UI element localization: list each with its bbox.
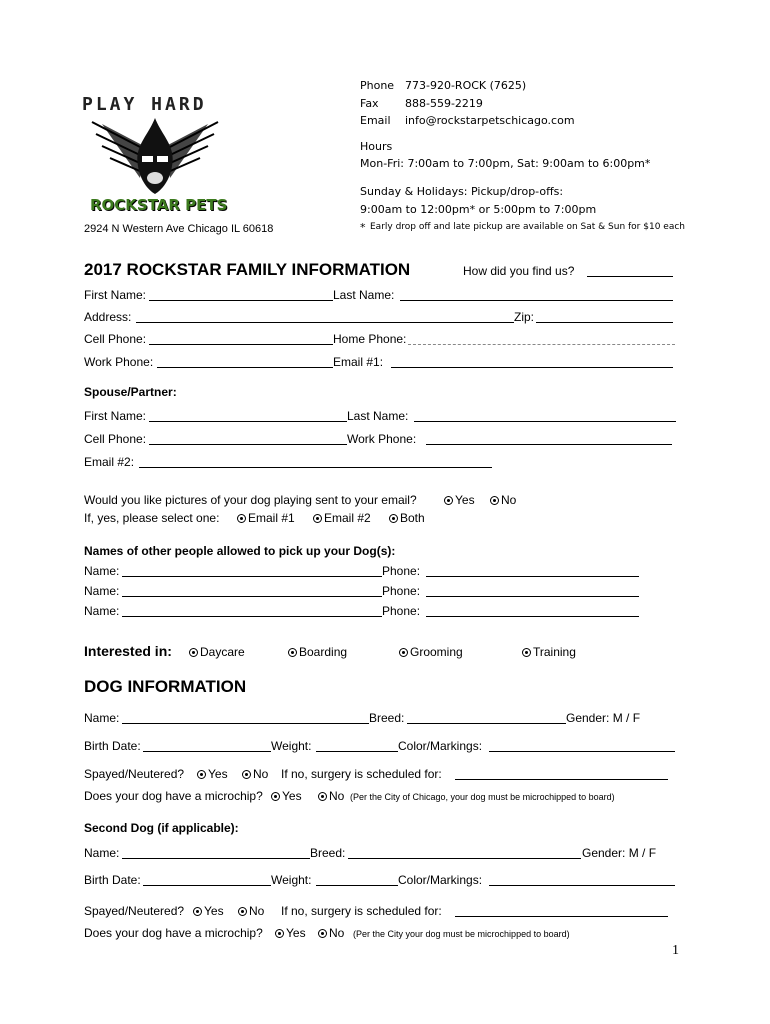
- dog-surgery-label: If no, surgery is scheduled for:: [281, 767, 442, 781]
- pickup-name-label-1: Name:: [84, 564, 120, 578]
- pickup-title: Names of other people allowed to pick up your Dog(s):: [84, 544, 396, 558]
- spouse-work-phone-label: Work Phone:: [347, 432, 417, 446]
- pickup-name-field-1[interactable]: [122, 576, 382, 577]
- page-number: 1: [672, 943, 679, 958]
- email1-label: Email #1:: [333, 355, 384, 369]
- cell-phone-label: Cell Phone:: [84, 332, 147, 346]
- interested-label: Interested in:: [84, 643, 172, 659]
- logo-top-text: PLAY HARD: [82, 94, 207, 115]
- training-option[interactable]: Training: [522, 645, 576, 659]
- pickup-phone-label-3: Phone:: [382, 604, 421, 618]
- find-us-field[interactable]: [587, 276, 673, 277]
- dog2-birth-field[interactable]: [143, 885, 271, 886]
- dog-spayed-no[interactable]: No: [242, 767, 268, 781]
- radio-icon: [313, 514, 322, 523]
- dog-chip-label: Does your dog have a microchip?: [84, 789, 263, 803]
- dog-breed-label: Breed:: [369, 711, 405, 725]
- pictures-email1-option[interactable]: Email #1: [237, 511, 295, 525]
- dog-birth-field[interactable]: [143, 751, 271, 752]
- radio-icon: [389, 514, 398, 523]
- dog-gender-label: Gender: M / F: [566, 711, 641, 725]
- grooming-option[interactable]: Grooming: [399, 645, 463, 659]
- email-label: Email: [360, 114, 391, 127]
- dog-weight-field[interactable]: [316, 751, 398, 752]
- hours-sunday-1: Sunday & Holidays: Pickup/drop-offs:: [360, 185, 564, 198]
- dog-breed-field[interactable]: [407, 723, 566, 724]
- pictures-email2-option[interactable]: Email #2: [313, 511, 371, 525]
- email2-field[interactable]: [139, 467, 492, 468]
- last-name-label: Last Name:: [333, 288, 395, 302]
- pickup-name-label-2: Name:: [84, 584, 120, 598]
- find-us-label: How did you find us?: [463, 264, 575, 278]
- dog2-name-label: Name:: [84, 846, 120, 860]
- phone-value: 773-920-ROCK (7625): [405, 79, 527, 92]
- dog2-chip-label: Does your dog have a microchip?: [84, 926, 263, 940]
- dog2-surgery-field[interactable]: [455, 916, 668, 917]
- pickup-phone-field-2[interactable]: [426, 596, 639, 597]
- spouse-last-name-field[interactable]: [414, 421, 676, 422]
- spouse-cell-phone-label: Cell Phone:: [84, 432, 147, 446]
- pickup-phone-field-1[interactable]: [426, 576, 639, 577]
- dog-birth-label: Birth Date:: [84, 739, 141, 753]
- dog2-surgery-label: If no, surgery is scheduled for:: [281, 904, 442, 918]
- dog2-gender-label: Gender: M / F: [582, 846, 657, 860]
- dog-spayed-yes[interactable]: Yes: [197, 767, 228, 781]
- pickup-phone-label-2: Phone:: [382, 584, 421, 598]
- hours-note: Early drop off and late pickup are available on Sat & Sun for $10 each: [370, 222, 685, 232]
- radio-icon: [197, 770, 206, 779]
- dog2-spayed-label: Spayed/Neutered?: [84, 904, 185, 918]
- dog2-breed-label: Breed:: [310, 846, 346, 860]
- spouse-last-name-label: Last Name:: [347, 409, 409, 423]
- zip-field[interactable]: [536, 322, 673, 323]
- dog-title: DOG INFORMATION: [84, 677, 247, 696]
- hours-label: Hours: [360, 140, 393, 153]
- spouse-work-phone-field[interactable]: [426, 444, 672, 445]
- spouse-first-name-label: First Name:: [84, 409, 147, 423]
- logo: [82, 94, 228, 218]
- dog2-weight-label: Weight:: [271, 873, 312, 887]
- email1-field[interactable]: [391, 367, 673, 368]
- hours-sunday-2: 9:00am to 12:00pm* or 5:00pm to 7:00pm: [360, 203, 597, 216]
- radio-icon: [318, 792, 327, 801]
- dog-name-label: Name:: [84, 711, 120, 725]
- radio-icon: [237, 514, 246, 523]
- first-name-field[interactable]: [149, 300, 333, 301]
- pictures-yes-option[interactable]: Yes: [444, 493, 475, 507]
- dog2-spayed-no[interactable]: No: [238, 904, 264, 918]
- radio-icon: [490, 496, 499, 505]
- radio-icon: [399, 648, 408, 657]
- pickup-phone-field-3[interactable]: [426, 616, 639, 617]
- radio-icon: [271, 792, 280, 801]
- fax-label: Fax: [360, 97, 379, 110]
- address-label: Address:: [84, 310, 132, 324]
- fax-value: 888-559-2219: [405, 97, 483, 110]
- note-star: *: [360, 221, 366, 234]
- home-phone-label: Home Phone:: [333, 332, 407, 346]
- first-name-label: First Name:: [84, 288, 147, 302]
- radio-icon: [444, 496, 453, 505]
- logo-brand: ROCKSTAR PETS: [90, 196, 228, 214]
- pickup-name-field-2[interactable]: [122, 596, 382, 597]
- radio-icon: [189, 648, 198, 657]
- radio-icon: [193, 907, 202, 916]
- last-name-field[interactable]: [400, 300, 673, 301]
- dog2-chip-yes[interactable]: Yes: [275, 926, 306, 940]
- dog-chip-note: (Per the City of Chicago, your dog must be microchipped to board): [350, 792, 615, 802]
- dog-surgery-field[interactable]: [455, 779, 668, 780]
- dog2-chip-no[interactable]: No: [318, 926, 344, 940]
- dog2-birth-label: Birth Date:: [84, 873, 141, 887]
- dog-spayed-label: Spayed/Neutered?: [84, 767, 185, 781]
- family-title: 2017 ROCKSTAR FAMILY INFORMATION: [84, 260, 411, 279]
- dog-weight-label: Weight:: [271, 739, 312, 753]
- radio-icon: [242, 770, 251, 779]
- dog2-color-field[interactable]: [489, 885, 675, 886]
- dog-chip-yes[interactable]: Yes: [271, 789, 302, 803]
- address-field[interactable]: [136, 322, 514, 323]
- spouse-title: Spouse/Partner:: [84, 385, 177, 399]
- hours-weekday: Mon-Fri: 7:00am to 7:00pm, Sat: 9:00am to 6:00pm*: [360, 157, 651, 170]
- radio-icon: [275, 929, 284, 938]
- pickup-phone-label-1: Phone:: [382, 564, 421, 578]
- radio-icon: [522, 648, 531, 657]
- email2-label: Email #2:: [84, 455, 135, 469]
- pictures-select-label: If, yes, please select one:: [84, 511, 220, 525]
- spouse-cell-phone-field[interactable]: [149, 444, 347, 445]
- boarding-option[interactable]: Boarding: [288, 645, 347, 659]
- home-phone-field[interactable]: [408, 344, 675, 345]
- dog2-chip-note: (Per the City your dog must be microchipped to board): [353, 929, 570, 939]
- dog2-name-field[interactable]: [122, 858, 310, 859]
- dog-color-field[interactable]: [489, 751, 675, 752]
- spouse-first-name-field[interactable]: [149, 421, 347, 422]
- cell-phone-field[interactable]: [149, 344, 333, 345]
- work-phone-label: Work Phone:: [84, 355, 154, 369]
- dog2-title: Second Dog (if applicable):: [84, 821, 239, 835]
- pictures-no-option[interactable]: No: [490, 493, 516, 507]
- phone-label: Phone: [360, 79, 395, 92]
- dog2-color-label: Color/Markings:: [398, 873, 483, 887]
- pictures-both-option[interactable]: Both: [389, 511, 425, 525]
- winged-dog-icon: [82, 118, 228, 196]
- pictures-question: Would you like pictures of your dog playing sent to your email?: [84, 493, 417, 507]
- dog-name-field[interactable]: [122, 723, 369, 724]
- company-address: 2924 N Western Ave Chicago IL 60618: [84, 223, 274, 235]
- dog2-weight-field[interactable]: [316, 885, 398, 886]
- email-value: info@rockstarpetschicago.com: [405, 114, 575, 127]
- radio-icon: [288, 648, 297, 657]
- work-phone-field[interactable]: [157, 367, 333, 368]
- radio-icon: [318, 929, 327, 938]
- dog-color-label: Color/Markings:: [398, 739, 483, 753]
- dog2-breed-field[interactable]: [348, 858, 581, 859]
- radio-icon: [238, 907, 247, 916]
- zip-label: Zip:: [514, 310, 535, 324]
- pickup-name-label-3: Name:: [84, 604, 120, 618]
- daycare-option[interactable]: Daycare: [189, 645, 245, 659]
- dog-chip-no[interactable]: No: [318, 789, 344, 803]
- pickup-name-field-3[interactable]: [122, 616, 382, 617]
- dog2-spayed-yes[interactable]: Yes: [193, 904, 224, 918]
